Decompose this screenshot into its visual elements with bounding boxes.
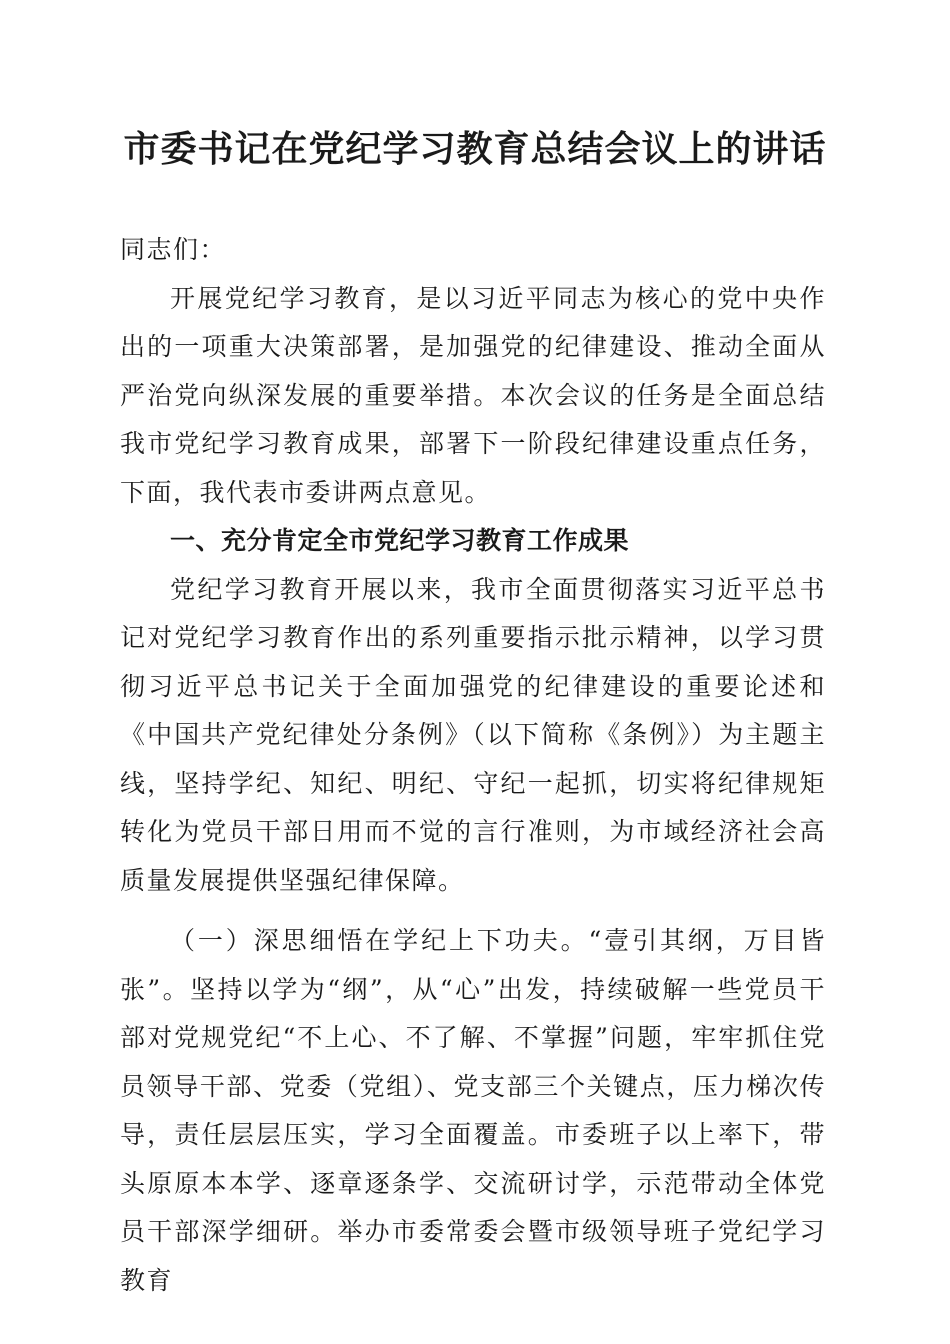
section-heading: 一、充分肯定全市党纪学习教育工作成果 <box>170 526 630 555</box>
document-title: 市委书记在党纪学习教育总结会议上的讲话 <box>123 128 827 170</box>
section-paragraph: 党纪学习教育开展以来，我市全面贯彻落实习近平总书记对党纪学习教育作出的系列重要指示批示精神，以学习贯彻习近平总书记关于全面加强党的纪律建设的重要论述和《中国共产党纪律处分条例》（以下简称《条例》）为主题主线，坚持学纪、知纪、明纪、守纪一起抓，切实将纪律规矩转化为党员干部日用而不觉的言行准则，为市域经济社会高质量发展提供坚强纪律保障。 <box>120 574 826 895</box>
subsection-paragraph: （一）深思细悟在学纪上下功夫。“壹引其纲，万目皆张”。坚持以学为“纲”，从“心”出发，持续破解一些党员干部对党规党纪“不上心、不了解、不掌握”问题，牢牢抓住党员领导干部、党委（党组）、党支部三个关键点，压力梯次传导，责任层层压实，学习全面覆盖。市委班子以上率下，带头原原本本学、逐章逐条学、交流研讨学，示范带动全体党员干部深学细研。举办市委常委会暨市级领导班子党纪学习教育 <box>120 926 826 1295</box>
document-body <box>120 226 826 1305</box>
intro-paragraph: 开展党纪学习教育，是以习近平同志为核心的党中央作出的一项重大决策部署，是加强党的纪律建设、推动全面从严治党向纵深发展的重要举措。本次会议的任务是全面总结我市党纪学习教育成果，部署下一阶段纪律建设重点任务，下面，我代表市委讲两点意见。 <box>120 283 826 507</box>
salutation: 同志们： <box>120 235 227 264</box>
